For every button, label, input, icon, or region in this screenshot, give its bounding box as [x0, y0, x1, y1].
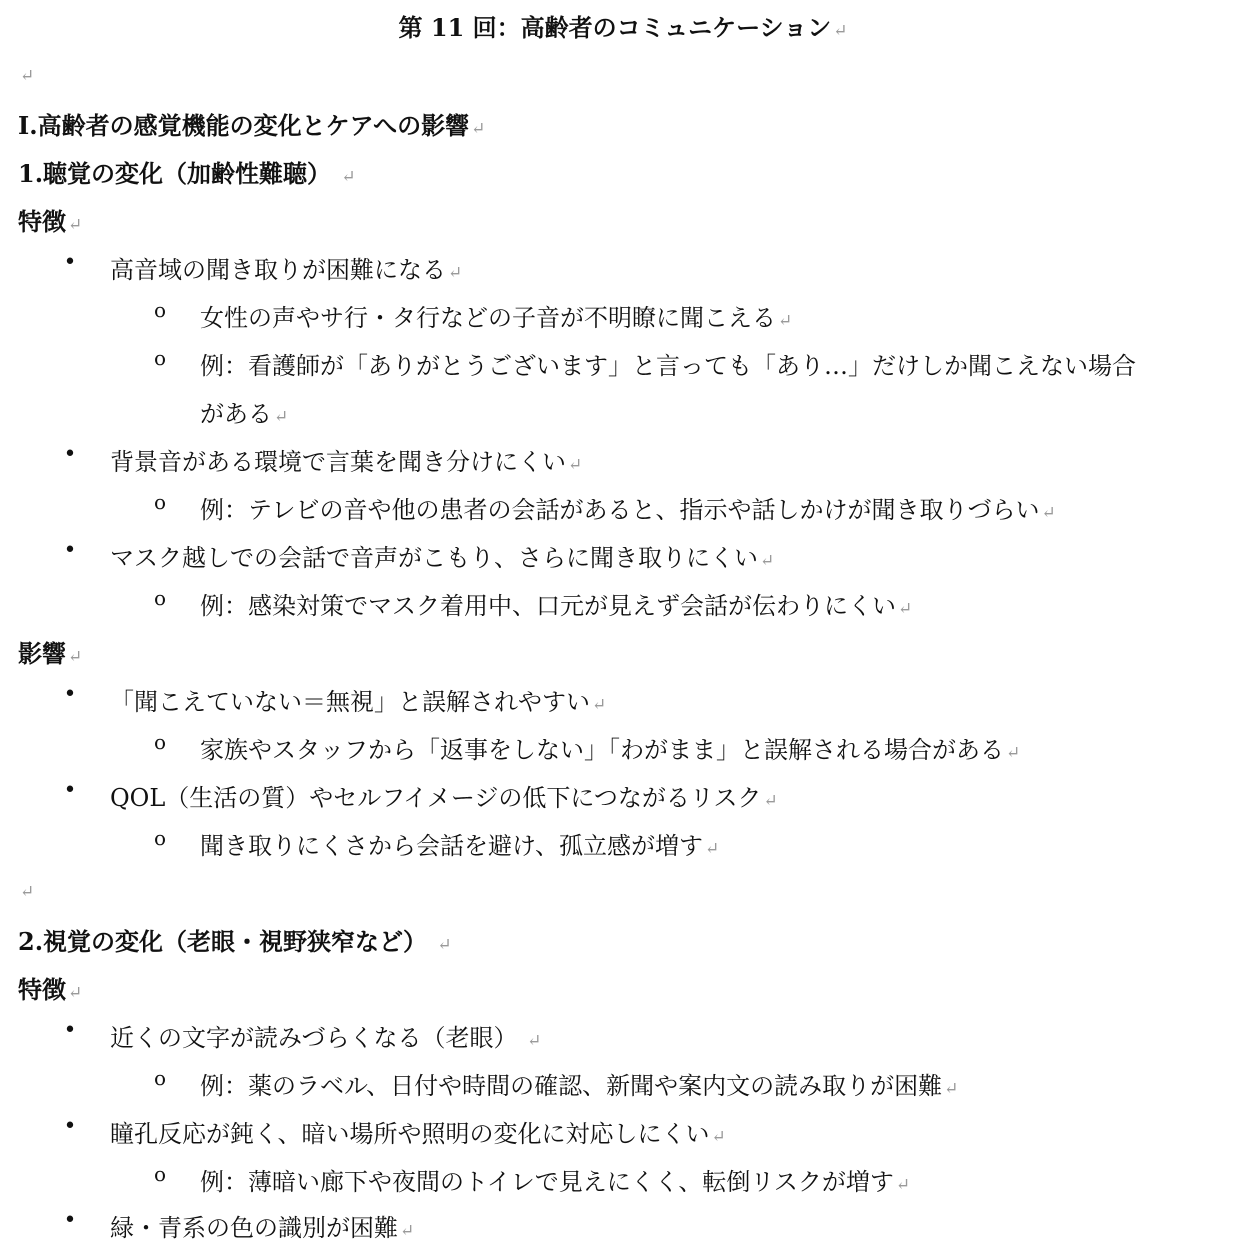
- return-mark-icon: ↵: [705, 839, 720, 859]
- sub-list-item-text: 例：感染対策でマスク着用中、口元が見えず会話が伝わりにくい: [200, 592, 896, 620]
- circle-bullet-icon: o: [153, 346, 167, 370]
- return-mark-icon: ↵: [898, 599, 913, 619]
- return-mark-icon: ↵: [1006, 743, 1021, 763]
- return-mark-icon: ↵: [68, 215, 83, 235]
- circle-bullet-icon: o: [153, 1162, 167, 1186]
- circle-bullet-icon: o: [153, 490, 167, 514]
- list-item-text: 瞳孔反応が鈍く、暗い場所や照明の変化に対応しにくい: [110, 1120, 710, 1148]
- list-item-text: マスク越しでの会話で音声がこもり、さらに聞き取りにくい: [110, 544, 758, 572]
- bullet-icon: •: [63, 538, 77, 563]
- circle-bullet-icon: o: [153, 1066, 167, 1090]
- bullet-icon: •: [63, 1114, 77, 1139]
- return-mark-icon: ↵: [763, 791, 778, 811]
- features-label: [18, 202, 1246, 237]
- subsection-heading-text: 2.視覚の変化（老眼・視野狭窄など）: [18, 927, 428, 956]
- sub-list-item-text: 聞き取りにくさから会話を避け、孤立感が増す: [200, 832, 704, 860]
- circle-bullet-icon: o: [153, 586, 167, 610]
- list-item-text: 背景音がある環境で言葉を聞き分けにくい: [110, 448, 566, 476]
- empty-paragraph: [18, 874, 1246, 903]
- subsection-heading-hearing: [18, 154, 1246, 189]
- return-mark-icon: ↵: [68, 983, 83, 1003]
- return-mark-icon: ↵: [471, 119, 486, 139]
- bullet-icon: •: [63, 442, 77, 467]
- circle-bullet-icon: o: [153, 826, 167, 850]
- list-item-text: 「聞こえていない＝無視」と誤解されやすい: [110, 688, 590, 716]
- return-mark-icon: ↵: [895, 1175, 911, 1195]
- return-mark-icon: ↵: [592, 695, 607, 715]
- return-mark-icon: ↵: [68, 647, 83, 667]
- return-mark-icon: ↵: [20, 66, 35, 86]
- sub-list-item-text: 例：薄暗い廊下や夜間のトイレで見えにくく、転倒リスクが増す: [200, 1168, 894, 1196]
- sub-list-item-text: 例：テレビの音や他の患者の会話があると、指示や話しかけが聞き取りづらい: [200, 496, 1040, 524]
- section-heading: [18, 106, 1246, 141]
- return-mark-icon: ↵: [274, 407, 289, 427]
- section-heading-text: Ⅰ.高齢者の感覚機能の変化とケアへの影響: [18, 111, 470, 140]
- list-item-text: 高音域の聞き取りが困難になる: [110, 256, 446, 284]
- list-item-text: 近くの文字が読みづらくなる（老眼）: [110, 1024, 518, 1052]
- bullet-icon: •: [63, 1018, 77, 1043]
- return-mark-icon: ↵: [448, 263, 463, 283]
- sub-list-item-text: 例：看護師が「ありがとうございます」と言っても「あり…」だけしか聞こえない場合: [200, 352, 1136, 380]
- return-mark-icon: ↵: [944, 1079, 959, 1099]
- return-mark-icon: ↵: [400, 1221, 415, 1241]
- title-text: 第 11 回：高齢者のコミュニケーション: [398, 13, 832, 42]
- return-mark-icon: ↵: [760, 551, 775, 571]
- empty-paragraph: [18, 58, 1246, 87]
- subsection-heading-text: 1.聴覚の変化（加齢性難聴）: [18, 159, 332, 188]
- bullet-icon: •: [63, 1208, 77, 1233]
- effects-label: [18, 634, 1246, 669]
- return-mark-icon: ↵: [1041, 503, 1056, 523]
- bullet-icon: •: [63, 250, 77, 275]
- features-label-text: 特徴: [18, 975, 66, 1004]
- sub-list-item-text: 例：薬のラベル、日付や時間の確認、新聞や案内文の読み取りが困難: [200, 1072, 943, 1100]
- bullet-icon: •: [63, 778, 77, 803]
- sub-list-item-continuation: [200, 394, 1246, 429]
- effects-label-text: 影響: [18, 639, 66, 668]
- return-mark-icon: ↵: [778, 311, 793, 331]
- return-mark-icon: ↵: [711, 1127, 726, 1147]
- return-mark-icon: ↵: [527, 1031, 542, 1051]
- return-mark-icon: ↵: [20, 882, 35, 902]
- features-label-text: 特徴: [18, 207, 66, 236]
- sub-list-item-text: 女性の声やサ行・タ行などの子音が不明瞭に聞こえる: [200, 304, 776, 332]
- list-item-text: QOL（生活の質）やセルフイメージの低下につながるリスク: [110, 784, 762, 812]
- return-mark-icon: ↵: [568, 455, 583, 475]
- return-mark-icon: ↵: [341, 167, 356, 187]
- return-mark-icon: ↵: [437, 935, 452, 955]
- bullet-icon: •: [63, 682, 77, 707]
- circle-bullet-icon: o: [153, 298, 167, 322]
- circle-bullet-icon: o: [153, 730, 167, 754]
- sub-list-item-text: 家族やスタッフから「返事をしない」「わがまま」と誤解される場合がある: [200, 736, 1004, 764]
- document-title: [0, 8, 1246, 43]
- features-label: [18, 970, 1246, 1005]
- sub-list-item-text: がある: [200, 400, 272, 428]
- subsection-heading-vision: [18, 922, 1246, 957]
- return-mark-icon: ↵: [833, 21, 848, 41]
- list-item-text: 緑・青系の色の識別が困難: [110, 1214, 398, 1242]
